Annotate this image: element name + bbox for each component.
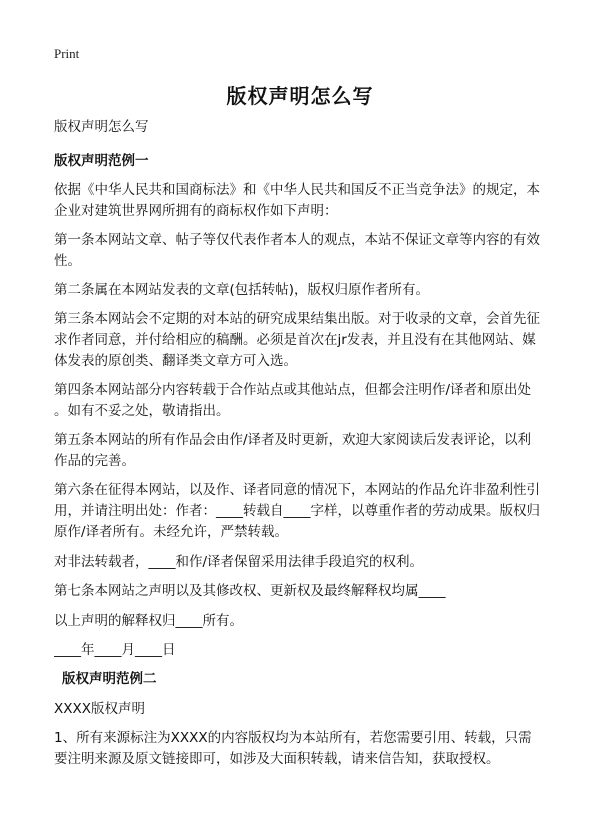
- xxxx-title: XXXX版权声明: [54, 701, 145, 717]
- paragraph-line: 第六条在征得本网站，以及作、译者同意的情况下，本网站的作品允许非盈利性引: [54, 482, 540, 498]
- page-title: 版权声明怎么写: [226, 84, 374, 108]
- paragraph-line: 作品的完善。: [54, 453, 135, 469]
- paragraph-line: 原作/译者所有。未经允许，严禁转载。: [54, 524, 289, 540]
- paragraph-line: 以上声明的解释权归____所有。: [54, 613, 243, 629]
- paragraph-line: 第二条属在本网站发表的文章(包括转帖)，版权归原作者所有。: [54, 282, 430, 298]
- paragraph-line: 求作者同意，并付给相应的稿酬。必须是首次在jr发表，并且没有在其他网站、媒: [54, 332, 536, 348]
- subtitle: 版权声明怎么写: [54, 119, 149, 135]
- paragraph-line: 第三条本网站会不定期的对本站的研究成果结集出版。对于收录的文章，会首先征: [54, 311, 540, 327]
- paragraph-line: 第四条本网站部分内容转载于合作站点或其他站点，但都会注明作/译者和原出处: [54, 382, 532, 398]
- paragraph-line: 要注明来源及原文链接即可，如涉及大面积转载，请来信告知，获取授权。: [54, 751, 500, 767]
- example2-heading: 版权声明范例二: [62, 671, 157, 687]
- paragraph-line: 第七条本网站之声明以及其修改权、更新权及最终解释权均属____: [54, 583, 446, 599]
- paragraph-line: 企业对建筑世界网所拥有的商标权作如下声明：: [54, 203, 338, 219]
- paragraph-line: 第五条本网站的所有作品会由作/译者及时更新，欢迎大家阅读后发表评论，以利: [54, 432, 532, 448]
- paragraph-line: 1、所有来源标注为XXXX的内容版权均为本站所有，若您需要引用、转载，只需: [54, 730, 532, 746]
- example1-heading: 版权声明范例一: [54, 153, 149, 169]
- date-line: ____年____月____日: [54, 642, 176, 658]
- paragraph-line: 用，并请注明出处：作者：____转载自____字样，以尊重作者的劳动成果。版权归: [54, 503, 540, 519]
- paragraph-line: 体发表的原创类、翻译类文章方可入选。: [54, 353, 297, 369]
- paragraph-line: 第一条本网站文章、帖子等仅代表作者本人的观点，本站不保证文章等内容的有效: [54, 232, 540, 248]
- print-label: Print: [54, 46, 80, 61]
- paragraph-line: 。如有不妥之处，敬请指出。: [54, 403, 230, 419]
- paragraph-line: 依据《中华人民共和国商标法》和《中华人民共和国反不正当竞争法》的规定，本: [54, 182, 540, 198]
- paragraph-line: 对非法转载者，____和作/译者保留采用法律手段追究的权利。: [54, 554, 424, 570]
- paragraph-line: 性。: [54, 253, 81, 269]
